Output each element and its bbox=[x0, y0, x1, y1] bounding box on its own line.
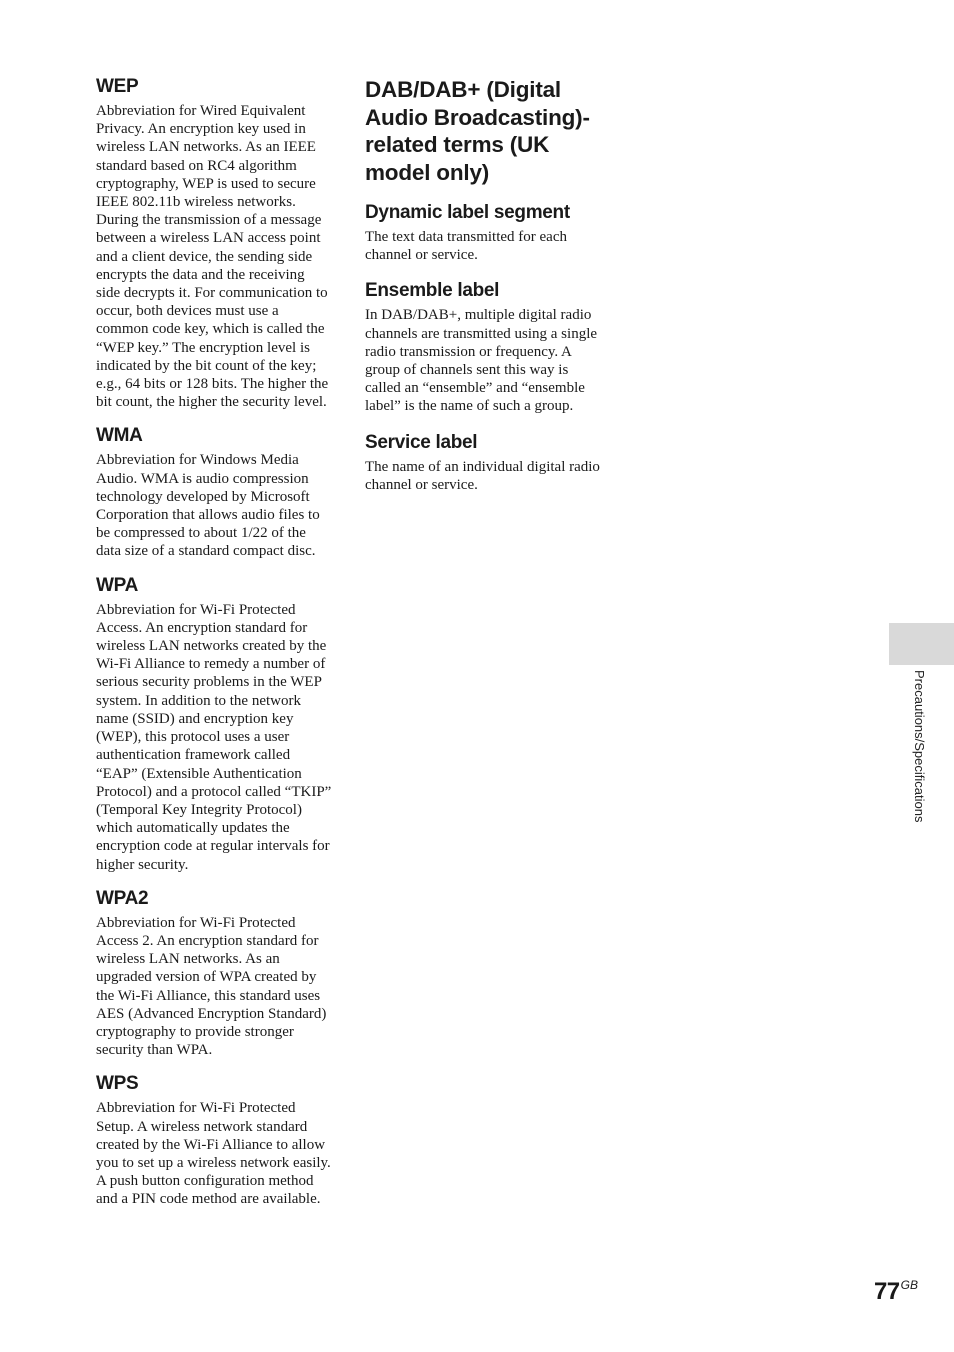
term-heading: Ensemble label bbox=[365, 280, 500, 302]
glossary-entry-wep bbox=[96, 76, 332, 411]
glossary-right-column bbox=[365, 76, 605, 510]
term-definition: Abbreviation for Wired Equivalent Privacy. An encryption key used in wireless LAN networks. As an IEEE standard based on RC4 algorithm cryptography, WEP is used to secure IEEE 802.11b wireless networks. During the transmission of a message between a wireless LAN access point and a client device, the sending side encrypts the data and the receiving side decrypts it. For communication to occur, both devices must use a common code key, which is called the “WEP key.” The encryption level is indicated by the bit count of the key; e.g., 64 bits or 128 bits. The higher the bit count, the higher the security level. bbox=[96, 103, 329, 411]
chapter-tab-label: Precautions/Specifications bbox=[912, 670, 927, 823]
glossary-left-column bbox=[96, 76, 332, 1223]
term-definition: The name of an individual digital radio channel or service. bbox=[365, 458, 600, 493]
term-definition: Abbreviation for Wi-Fi Protected Access. An encryption standard for wireless LAN networks created by the Wi-Fi Alliance to remedy a number of serious security problems in the WEP system. In addition to the network name (SSID) and encryption key (WEP), this protocol uses a user authentication framework called “EAP” (Extensible Authentication Protocol) and a protocol called “TKIP” (Temporal Key Integrity Protocol) which automatically updates the encryption code at regular intervals for higher security. bbox=[96, 601, 332, 873]
term-definition: Abbreviation for Windows Media Audio. WMA is audio compression technology developed by Microsoft Corporation that allows audio files to be compressed to about 1/22 of the data size of a standard compact disc. bbox=[96, 452, 320, 560]
term-definition: The text data transmitted for each channel or service. bbox=[365, 229, 567, 264]
glossary-entry-wma bbox=[96, 425, 332, 560]
term-heading: Dynamic label segment bbox=[365, 202, 570, 223]
section-title: DAB/DAB+ (Digital Audio Broadcasting)-related terms (UK model only) bbox=[365, 77, 590, 185]
term-definition: Abbreviation for Wi-Fi Protected Setup. A wireless network standard created by the Wi-Fi Alliance to allow you to set up a wireless network easily. A push button configuration method and a PIN code method are available. bbox=[96, 1100, 331, 1208]
term-definition: In DAB/DAB+, multiple digital radio channels are transmitted using a single radio transmission or frequency. A group of channels sent this way is called an “ensemble” and “ensemble label” is the name of such a group. bbox=[365, 307, 598, 415]
glossary-entry-ensemble-label bbox=[365, 280, 605, 415]
term-heading: WPS bbox=[96, 1073, 139, 1095]
term-heading: WEP bbox=[96, 76, 139, 97]
glossary-entry-wpa2 bbox=[96, 888, 332, 1060]
chapter-tab bbox=[889, 623, 954, 665]
term-heading: WMA bbox=[96, 425, 143, 447]
page-number bbox=[874, 1278, 918, 1306]
term-definition: Abbreviation for Wi-Fi Protected Access 2. An encryption standard for wireless LAN networks. As an upgraded version of WPA created by the Wi-Fi Alliance, this standard uses AES (Advanced Encryption Standard) cryptography to provide stronger security than WPA. bbox=[96, 914, 327, 1059]
glossary-entry-wps bbox=[96, 1073, 332, 1208]
glossary-entry-dynamic-label-segment bbox=[365, 202, 605, 264]
glossary-entry-wpa bbox=[96, 575, 332, 874]
term-heading: WPA2 bbox=[96, 887, 149, 909]
term-heading: Service label bbox=[365, 431, 478, 453]
page-number-value: 77 bbox=[873, 1278, 900, 1305]
term-heading: WPA bbox=[96, 574, 139, 596]
page-number-suffix: GB bbox=[900, 1278, 918, 1292]
glossary-entry-service-label bbox=[365, 432, 605, 494]
